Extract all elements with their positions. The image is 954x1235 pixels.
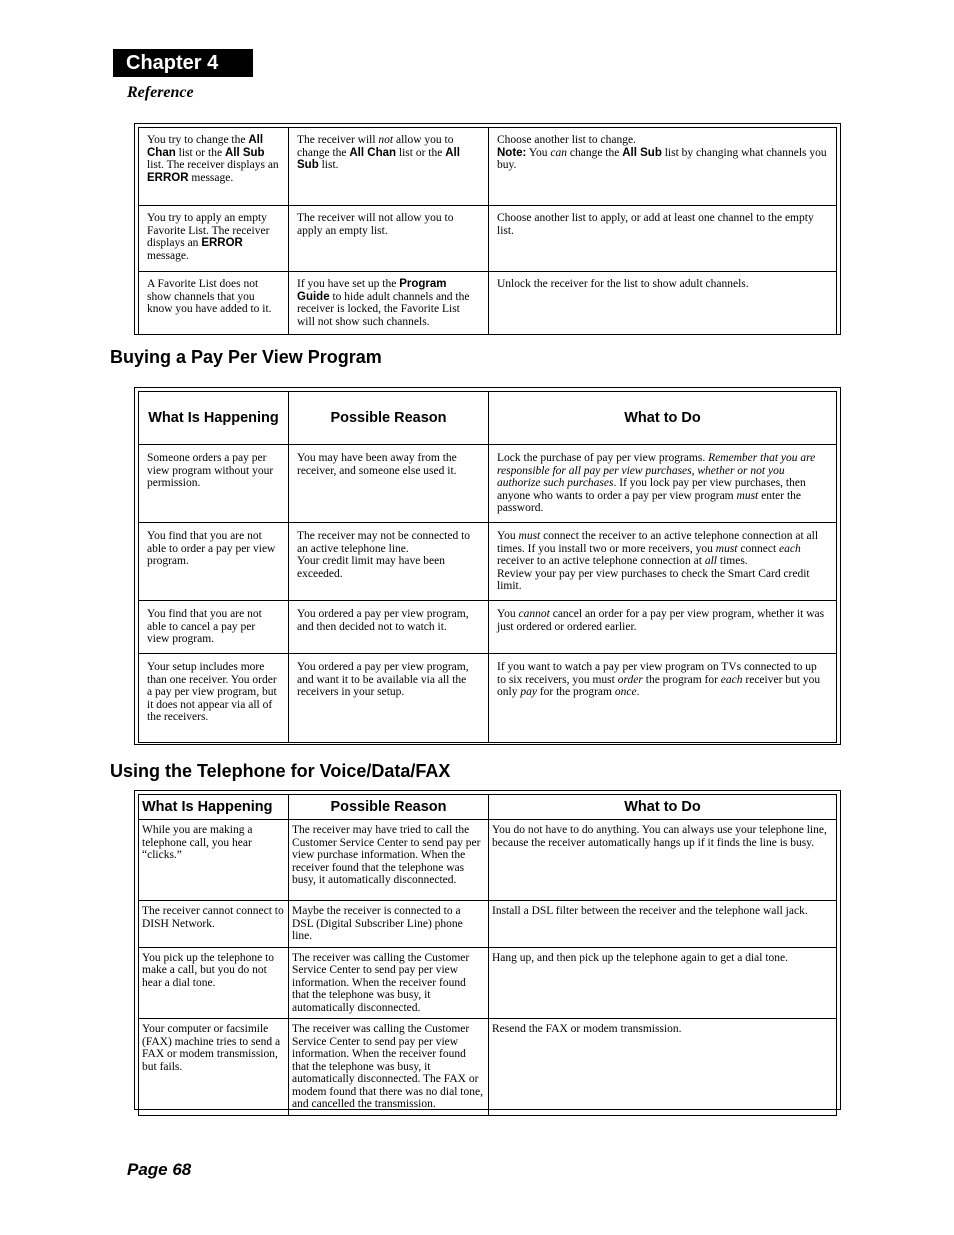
table-row bbox=[139, 1019, 837, 1116]
column-header: What to Do bbox=[489, 392, 837, 445]
cell-reason: The receiver was calling the Customer Service Center to send pay per view information. When the receiver found that the telephone was busy, it automatically disconnected. The FAX or modem found that there was no dial tone, and cancelled the transmission. bbox=[289, 1019, 489, 1116]
cell-todo: Lock the purchase of pay per view programs. Remember that you are responsible for all pay per view purchases, whether or not you authorize such purchases. If you lock pay per view purchases, then anyone who wants to order a pay per view program must enter the password. bbox=[489, 445, 837, 523]
cell-reason: You may have been away from the receiver, and someone else used it. bbox=[289, 445, 489, 523]
cell-reason: The receiver will not allow you to change the All Chan list or the All Sub list. bbox=[289, 128, 489, 206]
cell-reason: The receiver was calling the Customer Service Center to send pay per view information. When the receiver found that the telephone was busy, it automatically disconnected. bbox=[289, 947, 489, 1019]
cell-todo: Choose another list to change. Note: You can change the All Sub list by changing what channels you buy. bbox=[489, 128, 837, 206]
pay-per-view-table bbox=[134, 387, 841, 745]
section-label: Reference bbox=[127, 84, 194, 101]
cell-what: You pick up the telephone to make a call, but you do not hear a dial tone. bbox=[139, 947, 289, 1019]
table-row bbox=[139, 654, 837, 743]
table-row bbox=[139, 820, 837, 901]
column-header: What to Do bbox=[489, 795, 837, 820]
table-row bbox=[139, 901, 837, 948]
cell-todo: Unlock the receiver for the list to show adult channels. bbox=[489, 272, 837, 335]
cell-reason: The receiver may have tried to call the Customer Service Center to send pay per view purchase information. When the receiver found that the telephone was busy, it automatically disconnected. bbox=[289, 820, 489, 901]
table-row bbox=[139, 128, 837, 206]
cell-todo: You cannot cancel an order for a pay per view program, whether it was just ordered or ordered earlier. bbox=[489, 601, 837, 654]
page-number: Page 68 bbox=[127, 1160, 192, 1179]
cell-todo: You do not have to do anything. You can always use your telephone line, because the receiver automatically hangs up if it finds the line is busy. bbox=[489, 820, 837, 901]
cell-todo: Hang up, and then pick up the telephone again to get a dial tone. bbox=[489, 947, 837, 1019]
table-row bbox=[139, 272, 837, 335]
cell-what: While you are making a telephone call, you hear “clicks.” bbox=[139, 820, 289, 901]
section-heading-pay-per-view: Buying a Pay Per View Program bbox=[110, 347, 382, 367]
cell-todo: Install a DSL filter between the receiver and the telephone wall jack. bbox=[489, 901, 837, 948]
table-header-row bbox=[139, 795, 837, 820]
section-heading-telephone: Using the Telephone for Voice/Data/FAX bbox=[110, 761, 451, 781]
cell-what: You find that you are not able to order a pay per view program. bbox=[139, 523, 289, 601]
cell-reason: The receiver will not allow you to apply an empty list. bbox=[289, 206, 489, 272]
cell-todo: If you want to watch a pay per view program on TVs connected to up to six receivers, you must order the program for each receiver but you only pay for the program once. bbox=[489, 654, 837, 743]
cell-todo: Resend the FAX or modem transmission. bbox=[489, 1019, 837, 1116]
table-row bbox=[139, 445, 837, 523]
table-row bbox=[139, 523, 837, 601]
cell-todo: You must connect the receiver to an active telephone connection at all times. If you install two or more receivers, you must connect each receiver to an active telephone connection at all times. Review your pay per view purchases to check the Smart Card credit limit. bbox=[489, 523, 837, 601]
cell-reason: You ordered a pay per view program, and want it to be available via all the receivers in your setup. bbox=[289, 654, 489, 743]
cell-what: Your computer or facsimile (FAX) machine tries to send a FAX or modem transmission, but fails. bbox=[139, 1019, 289, 1116]
cell-what: You try to change the All Chan list or the All Sub list. The receiver displays an ERROR message. bbox=[139, 128, 289, 206]
column-header: What Is Happening bbox=[139, 392, 289, 445]
column-header: What Is Happening bbox=[139, 795, 289, 820]
column-header: Possible Reason bbox=[289, 795, 489, 820]
cell-what: Someone orders a pay per view program without your permission. bbox=[139, 445, 289, 523]
cell-reason: The receiver may not be connected to an active telephone line. Your credit limit may have been exceeded. bbox=[289, 523, 489, 601]
favorite-list-table bbox=[134, 123, 841, 335]
cell-reason: If you have set up the Program Guide to hide adult channels and the receiver is locked, the Favorite List will not show such channels. bbox=[289, 272, 489, 335]
cell-what: Your setup includes more than one receiver. You order a pay per view program, but it does not appear via all of the receivers. bbox=[139, 654, 289, 743]
column-header: Possible Reason bbox=[289, 392, 489, 445]
telephone-table bbox=[134, 790, 841, 1110]
cell-reason: Maybe the receiver is connected to a DSL (Digital Subscriber Line) phone line. bbox=[289, 901, 489, 948]
cell-what: You find that you are not able to cancel a pay per view program. bbox=[139, 601, 289, 654]
table-header-row bbox=[139, 392, 837, 445]
cell-what: A Favorite List does not show channels that you know you have added to it. bbox=[139, 272, 289, 335]
cell-reason: You ordered a pay per view program, and then decided not to watch it. bbox=[289, 601, 489, 654]
table-row bbox=[139, 601, 837, 654]
chapter-heading: Chapter 4 bbox=[113, 49, 253, 77]
cell-what: The receiver cannot connect to DISH Network. bbox=[139, 901, 289, 948]
table-row bbox=[139, 206, 837, 272]
table-row bbox=[139, 947, 837, 1019]
cell-todo: Choose another list to apply, or add at least one channel to the empty list. bbox=[489, 206, 837, 272]
cell-what: You try to apply an empty Favorite List. The receiver displays an ERROR message. bbox=[139, 206, 289, 272]
